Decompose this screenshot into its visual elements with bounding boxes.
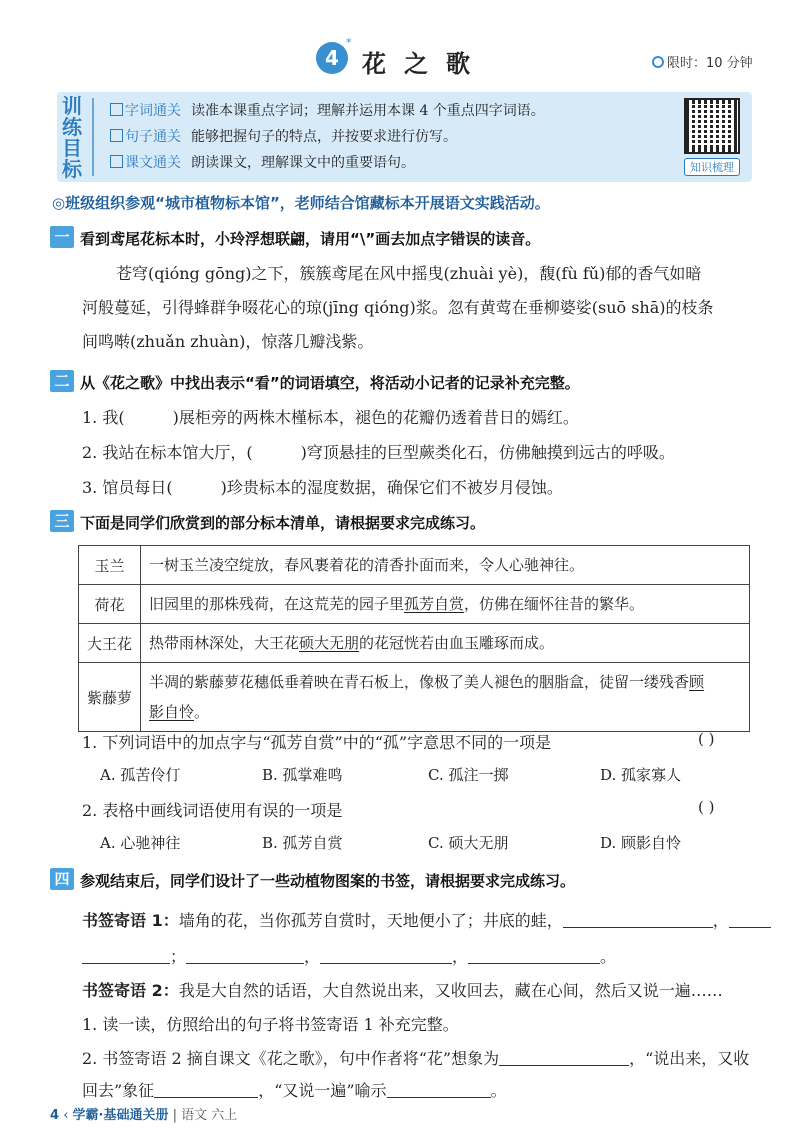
page-number: 4 [50, 1108, 60, 1123]
answer-blank[interactable] [563, 911, 713, 928]
section-3-prompt: 下面是同学们欣赏到的部分标本清单，请根据要求完成练习。 [80, 514, 486, 532]
answer-blank[interactable] [82, 947, 170, 964]
underlined-phrase: 影自怜 [149, 703, 195, 721]
answer-blank[interactable] [499, 1049, 629, 1066]
table-cell-desc: 热带雨林深处，大王花硕大无朋的花冠恍若由血玉雕琢而成。 [141, 624, 750, 663]
option-b[interactable]: B. 孤芳自赏 [262, 834, 343, 852]
section-1-passage-line-1: 苍穹(qióng gōng)之下，簇簇鸢尾在风中摇曳(zhuài yè)，馥(fù fǔ)郁的香气如暗 [116, 264, 702, 283]
checkbox-icon[interactable] [110, 129, 123, 142]
answer-parenthesis[interactable]: ( ) [698, 798, 715, 816]
section-1-passage-line-3: 间鸣啭(zhuǎn zhuàn)，惊落几瓣浅紫。 [82, 332, 374, 351]
option-d[interactable]: D. 孤家寡人 [600, 766, 682, 784]
qr-code-pattern [690, 104, 734, 148]
time-limit-text: 限时：10 分钟 [667, 56, 753, 71]
goals-divider [92, 98, 94, 176]
section-2-item-3: 3. 馆员每日( )珍贵标本的湿度数据，确保它们不被岁月侵蚀。 [82, 478, 563, 497]
section-number-1: 一 [50, 226, 74, 248]
goal-text: 读准本课重点字词；理解并运用本课 4 个重点四字词语。 [191, 103, 545, 119]
subject-label: 语文 六上 [181, 1108, 238, 1123]
page-title: 花之歌 [362, 50, 488, 78]
section-number-3: 三 [50, 510, 74, 532]
bookmark-2-label: 书签寄语 2： [82, 981, 179, 1000]
goal-text: 能够把握句子的特点，并按要求进行仿写。 [191, 129, 457, 145]
answer-parenthesis[interactable]: ( ) [698, 730, 715, 748]
answer-blank[interactable] [154, 1081, 258, 1098]
goal-checkbox-sentences[interactable]: 句子通关 [110, 129, 181, 145]
table-row [79, 546, 750, 585]
chevron-left-icon: ‹ [63, 1108, 69, 1123]
answer-blank[interactable] [253, 444, 301, 460]
answer-blank[interactable] [729, 911, 771, 928]
section-number-2: 二 [50, 370, 74, 392]
answer-blank[interactable] [468, 947, 600, 964]
specimen-table [78, 545, 750, 732]
section-1-passage-line-2: 河般蔓延，引得蜂群争啜花心的琼(jīng qióng)浆。忽有黄莺在垂柳婆娑(suō shā)的枝条 [82, 298, 714, 317]
goal-text: 朗读课文，理解课文中的重要语句。 [191, 155, 415, 171]
table-cell-name: 紫藤萝 [79, 663, 141, 732]
option-d[interactable]: D. 顾影自怜 [600, 834, 682, 852]
bookmark-1-line-2: ； ， ， 。 [82, 944, 616, 967]
option-b[interactable]: B. 孤掌难鸣 [262, 766, 343, 784]
qr-code-label: 知识梳理 [684, 158, 740, 176]
bookmark-1-line-1: 书签寄语 1：墙角的花，当你孤芳自赏时，天地便小了；井底的蛙， ， [82, 908, 771, 931]
underlined-phrase: 孤芳自赏 [404, 595, 465, 613]
option-c[interactable]: C. 硕大无朋 [428, 834, 509, 852]
section-2-item-1: 1. 我( )展柜旁的两株木槿标本，褪色的花瓣仍透着昔日的嫣红。 [82, 408, 579, 427]
section-4-prompt: 参观结束后，同学们设计了一些动植物图案的书签，请根据要求完成练习。 [80, 872, 576, 890]
checkbox-icon[interactable] [110, 155, 123, 168]
table-cell-desc: 半凋的紫藤萝花穗低垂着映在青石板上，像极了美人褪色的胭脂盒，徒留一缕残香顾 影自怜。 [141, 663, 750, 732]
activity-intro: ◎班级组织参观“城市植物标本馆”，老师结合馆藏标本开展语文实践活动。 [52, 194, 550, 212]
section-3-question-1: 1. 下列词语中的加点字与“孤芳自赏”中的“孤”字意思不同的一项是 [82, 733, 552, 752]
section-4-question-2-line-2: 回去”象征 ，“又说一遍”喻示 。 [82, 1081, 507, 1100]
training-goals-label: 训练目标 [62, 94, 82, 181]
option-a[interactable]: A. 孤苦伶仃 [100, 766, 181, 784]
option-c[interactable]: C. 孤注一掷 [428, 766, 509, 784]
bookmark-2-line: 书签寄语 2：我是大自然的话语，大自然说出来，又收回去，藏在心间，然后又说一遍…… [82, 981, 723, 1000]
answer-blank[interactable] [186, 947, 304, 964]
page-footer [50, 1104, 237, 1123]
lesson-star-mark: * [346, 36, 352, 49]
time-limit [652, 52, 753, 71]
underlined-phrase: 硕大无朋 [299, 634, 360, 652]
goal-row-sentences [110, 126, 457, 152]
section-number-4: 四 [50, 868, 74, 890]
section-4-question-2-line-1: 2. 书签寄语 2 摘自课文《花之歌》，句中作者将“花”想象为 ，“说出来，又收 [82, 1049, 750, 1068]
goal-checkbox-words[interactable]: 字词通关 [110, 103, 181, 119]
table-cell-name: 玉兰 [79, 546, 141, 585]
answer-blank[interactable] [173, 479, 221, 495]
table-cell-desc: 旧园里的那株残荷，在这荒芜的园子里孤芳自赏，仿佛在缅怀往昔的繁华。 [141, 585, 750, 624]
lesson-number-badge: 4 [316, 42, 348, 74]
section-3-question-2: 2. 表格中画线词语使用有误的一项是 [82, 801, 343, 820]
answer-blank[interactable] [387, 1081, 491, 1098]
section-4-question-1: 1. 读一读，仿照给出的句子将书签寄语 1 补充完整。 [82, 1015, 459, 1034]
clock-icon [652, 56, 664, 68]
option-a[interactable]: A. 心驰神往 [100, 834, 181, 852]
underlined-phrase: 顾 [689, 673, 705, 691]
goal-row-words [110, 100, 545, 126]
table-row [79, 663, 750, 732]
goal-checkbox-text[interactable]: 课文通关 [110, 155, 181, 171]
section-2-item-2: 2. 我站在标本馆大厅，( )穹顶悬挂的巨型蕨类化石，仿佛触摸到远古的呼吸。 [82, 443, 675, 462]
brand-name: 学霸·基础通关册 [72, 1108, 169, 1123]
footer-separator: | [172, 1108, 178, 1123]
bookmark-1-label: 书签寄语 1： [82, 911, 179, 930]
answer-blank[interactable] [125, 409, 173, 425]
table-row [79, 624, 750, 663]
table-cell-name: 荷花 [79, 585, 141, 624]
section-2-prompt: 从《花之歌》中找出表示“看”的词语填空，将活动小记者的记录补充完整。 [80, 374, 580, 392]
table-cell-name: 大王花 [79, 624, 141, 663]
checkbox-icon[interactable] [110, 103, 123, 116]
table-cell-desc: 一树玉兰凌空绽放，春风裹着花的清香扑面而来，令人心驰神往。 [141, 546, 750, 585]
answer-blank[interactable] [320, 947, 452, 964]
section-1-prompt: 看到鸢尾花标本时，小玲浮想联翩，请用“\”画去加点字错误的读音。 [80, 230, 541, 248]
table-row [79, 585, 750, 624]
goal-row-text [110, 152, 415, 178]
